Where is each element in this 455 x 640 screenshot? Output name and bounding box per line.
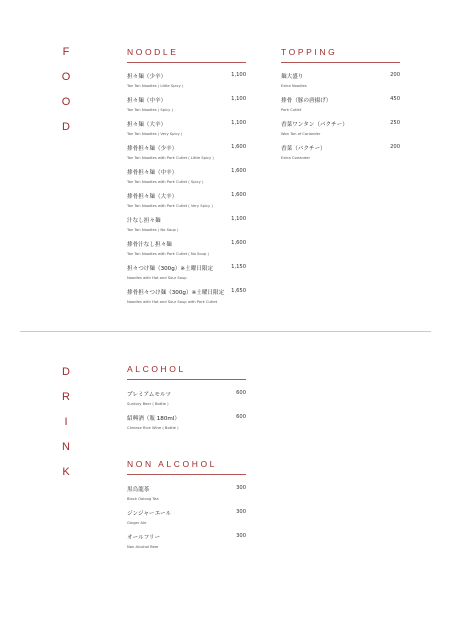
item-name: ジンジャーエール xyxy=(127,511,172,517)
item-english: Tan Tan Noodles ( Very Spicy ) xyxy=(127,132,183,136)
alcohol-title: ALCOHOL xyxy=(127,364,246,380)
item-price: 300 xyxy=(236,485,246,491)
item-price: 1,600 xyxy=(231,240,246,246)
item-english: Tan Tan Noodles ( No Soup ) xyxy=(127,228,179,232)
item-price: 1,150 xyxy=(231,264,246,270)
item-english: Extra Noodles xyxy=(281,84,307,88)
menu-item xyxy=(127,216,246,240)
item-name: 排骨担々つけ麺（300g）※土曜日限定 xyxy=(127,290,225,296)
item-price: 1,600 xyxy=(231,192,246,198)
item-english: Black Oolong Tea xyxy=(127,497,159,501)
item-price: 300 xyxy=(236,509,246,515)
food-letter: O xyxy=(61,71,71,83)
menu-item xyxy=(127,509,246,533)
item-name: 汁なし担々麺 xyxy=(127,218,161,224)
item-english: Tan Tan Noodles with Pork Cutlet ( Spicy ) xyxy=(127,180,204,184)
menu-item xyxy=(127,264,246,288)
drink-letter: K xyxy=(62,466,70,478)
menu-item xyxy=(127,144,246,168)
item-english: Noodles with Hot and Sour Soup xyxy=(127,276,187,280)
food-letter: O xyxy=(61,96,71,108)
topping-title: TOPPING xyxy=(281,47,400,63)
item-price: 1,600 xyxy=(231,144,246,150)
item-price: 300 xyxy=(236,533,246,539)
alcohol-section xyxy=(127,364,246,438)
item-english: Won Ton of Coriander xyxy=(281,132,321,136)
item-english: Chinese Rice Wine ( Bottle ) xyxy=(127,426,179,430)
item-price: 1,100 xyxy=(231,96,246,102)
item-price: 200 xyxy=(390,144,400,150)
menu-item xyxy=(127,72,246,96)
menu-item xyxy=(127,192,246,216)
item-english: Tan Tan Noodles with Pork Cutlet ( No Soup ) xyxy=(127,252,209,256)
section-divider xyxy=(20,331,431,332)
drink-letter: D xyxy=(62,366,70,378)
item-name: 排骨担々麺（大辛） xyxy=(127,194,178,200)
item-english: Tan Tan Noodles with Pork Cutlet ( Little Spicy ) xyxy=(127,156,214,160)
item-name: 排骨汁なし担々麺 xyxy=(127,242,172,248)
menu-item xyxy=(127,390,246,414)
item-english: Non Alcohol Beer xyxy=(127,545,159,549)
menu-item xyxy=(127,120,246,144)
item-english: Tan Tan Noodles ( Little Spicy ) xyxy=(127,84,184,88)
menu-item xyxy=(281,144,400,168)
menu-item xyxy=(127,414,246,438)
item-name: 担々つけ麺（300g）※土曜日限定 xyxy=(127,266,214,272)
item-price: 1,100 xyxy=(231,72,246,78)
menu-item xyxy=(127,96,246,120)
item-english: Tan Tan Noodles with Pork Cutlet ( Very Spicy ) xyxy=(127,204,213,208)
menu-item xyxy=(281,120,400,144)
item-name: 黒烏龍茶 xyxy=(127,487,150,493)
item-english: Noodles with Hot and Sour Soup with Pork Cutlet xyxy=(127,300,218,304)
item-name: 担々麺（中辛） xyxy=(127,98,167,104)
item-name: 担々麺（大辛） xyxy=(127,122,167,128)
menu-item xyxy=(127,240,246,264)
item-name: プレミアムモルツ xyxy=(127,392,172,398)
menu-item xyxy=(127,533,246,557)
item-name: オールフリー xyxy=(127,535,161,541)
item-english: Suntory Beer ( Bottle ) xyxy=(127,402,169,406)
non-alcohol-list xyxy=(127,485,246,557)
item-price: 600 xyxy=(236,414,246,420)
item-english: Pork Cutlet xyxy=(281,108,302,112)
item-price: 250 xyxy=(390,120,400,126)
item-price: 1,100 xyxy=(231,216,246,222)
item-price: 1,650 xyxy=(231,288,246,294)
item-price: 1,600 xyxy=(231,168,246,174)
drink-letter: I xyxy=(64,416,68,428)
food-letter: F xyxy=(62,46,70,58)
noodle-title: NOODLE xyxy=(127,47,246,63)
menu-item xyxy=(127,288,246,312)
topping-list xyxy=(281,72,400,168)
food-letter: D xyxy=(62,121,70,133)
item-name: 排骨担々麺（中辛） xyxy=(127,170,178,176)
menu-item xyxy=(281,72,400,96)
item-name: 香菜ワンタン（パクチー） xyxy=(281,122,348,128)
item-english: Extra Coriander xyxy=(281,156,310,160)
item-name: 排骨（豚の唐揚げ） xyxy=(281,98,332,104)
item-name: 紹興酒（瓶 180ml） xyxy=(127,416,181,422)
item-price: 450 xyxy=(390,96,400,102)
drink-letter: N xyxy=(62,441,70,453)
item-english: Ginger Ale xyxy=(127,521,147,525)
non-alcohol-section xyxy=(127,459,246,557)
noodle-list xyxy=(127,72,246,312)
noodle-section xyxy=(127,47,246,312)
item-name: 排骨担々麺（少辛） xyxy=(127,146,178,152)
drink-letter: R xyxy=(62,391,70,403)
food-side-label xyxy=(59,46,73,146)
menu-item xyxy=(127,485,246,509)
drink-side-label xyxy=(59,366,73,491)
item-price: 600 xyxy=(236,390,246,396)
item-english: Tan Tan Noodles ( Spicy ) xyxy=(127,108,173,112)
menu-item xyxy=(281,96,400,120)
non-alcohol-title: NON ALCOHOL xyxy=(127,459,246,475)
item-name: 香菜（パクチー） xyxy=(281,146,326,152)
menu-item xyxy=(127,168,246,192)
item-price: 1,100 xyxy=(231,120,246,126)
item-name: 担々麺（少辛） xyxy=(127,74,167,80)
item-price: 200 xyxy=(390,72,400,78)
item-name: 麺大盛り xyxy=(281,74,304,80)
alcohol-list xyxy=(127,390,246,438)
topping-section xyxy=(281,47,400,168)
